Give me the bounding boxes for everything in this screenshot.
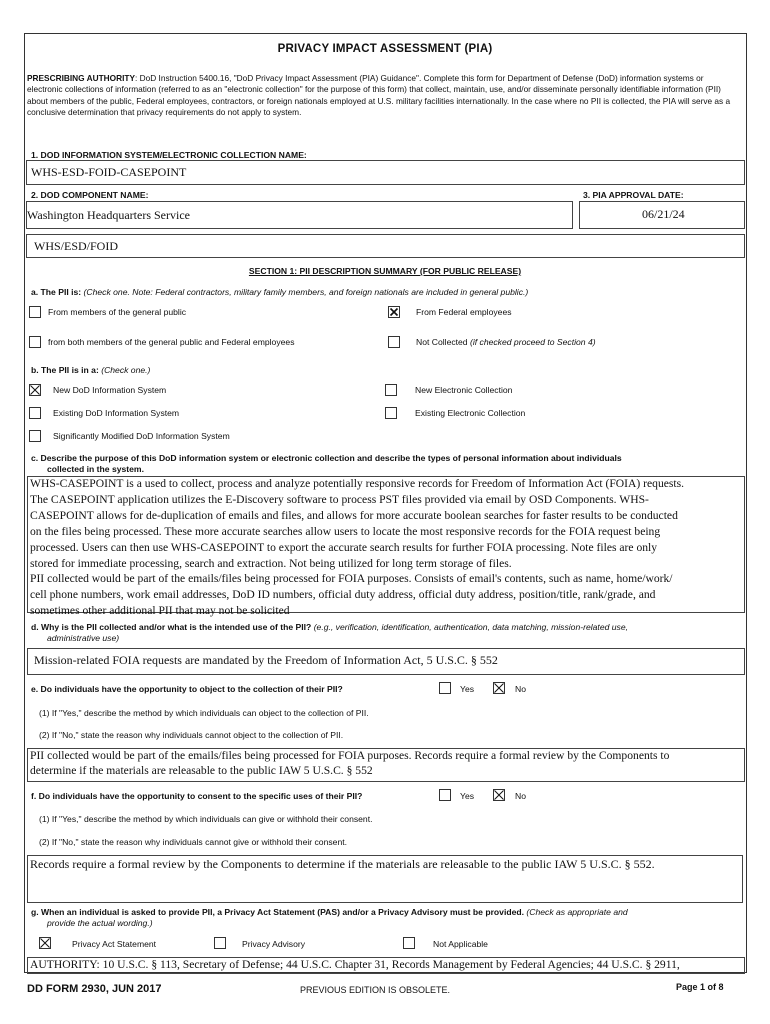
x-mark-icon <box>389 307 399 317</box>
privacy-statement-field[interactable] <box>27 957 745 974</box>
qe-no-label: No <box>515 684 526 694</box>
consent-reason-field[interactable] <box>27 855 743 903</box>
qd-label <box>31 622 628 632</box>
field3-label: 3. PIA APPROVAL DATE: <box>583 190 684 200</box>
checkbox-not-collected[interactable] <box>388 336 400 348</box>
section1-title: SECTION 1: PII DESCRIPTION SUMMARY (FOR PUBLIC RELEASE) <box>248 266 522 276</box>
qf-yes-label: Yes <box>460 791 475 801</box>
checkbox-existing-dod-system[interactable] <box>29 407 41 419</box>
qe-sub2: (2) If "No," state the reason why individuals cannot object to the collection of PII. <box>39 730 344 740</box>
purpose-line: sometimes other additional PII that may not be solicited <box>30 604 290 618</box>
qc-label-line2: collected in the system. <box>47 464 144 474</box>
qg-label <box>31 907 628 917</box>
option-both-label: from both members of the general public and Federal employees <box>48 337 295 347</box>
privacy-statement-value: AUTHORITY: 10 U.S.C. § 113, Secretary of Defense; 44 U.S.C. Chapter 31, Records Management by Federal Agencies; 44 U.S.C. § 2911, <box>30 958 680 971</box>
checkbox-significantly-modified[interactable] <box>29 430 41 442</box>
purpose-line: The CASEPOINT application utilizes the E-Discovery software to process PST files provided via email by OSD Components. WHS- <box>30 492 649 506</box>
qb-label <box>31 365 150 375</box>
not-collected-text: Not Collected <box>416 337 470 347</box>
qg-note-line1: (Check as appropriate and <box>526 907 628 917</box>
checkbox-privacy-advisory[interactable] <box>214 937 226 949</box>
qg-note-line2: provide the actual wording.) <box>47 918 153 928</box>
approval-date-value: 06/21/24 <box>642 207 685 221</box>
edition-notice: PREVIOUS EDITION IS OBSOLETE. <box>300 985 451 995</box>
object-reason-line: PII collected would be part of the emails/files being processed for FOIA purposes. Records require a formal review by the Components to <box>30 749 670 762</box>
object-reason-field[interactable] <box>27 748 745 782</box>
consent-reason-value: Records require a formal review by the Components to determine if the materials are releasable to the public IAW 5 U.S.C. § 552. <box>30 857 655 871</box>
qd-note-line1: (e.g., verification, identification, authentication, data matching, mission-related use, <box>313 622 629 632</box>
purpose-line: WHS-CASEPOINT is a used to collect, process and analyze potentially responsive records for Freedom of Information Act (FOIA) requests. <box>30 477 685 490</box>
qd-note-line2: administrative use) <box>47 633 120 643</box>
qd-label-text: d. Why is the PII collected and/or what is the intended use of the PII? <box>31 622 312 632</box>
component-sub-field[interactable] <box>26 234 745 258</box>
not-collected-note: (if checked proceed to Section 4) <box>469 337 596 347</box>
component-sub-value: WHS/ESD/FOID <box>34 239 119 253</box>
qf-sub1: (1) If "Yes," describe the method by which individuals can give or withhold their consent. <box>39 814 373 824</box>
qb-note: (Check one.) <box>101 365 151 375</box>
prescribing-authority-text <box>27 73 739 118</box>
option-general-public-label: From members of the general public <box>48 307 187 317</box>
option-new-dod-system-label: New DoD Information System <box>53 385 167 395</box>
checkbox-privacy-act-statement[interactable] <box>39 937 51 949</box>
checkbox-existing-electronic-collection[interactable] <box>385 407 397 419</box>
option-new-electronic-collection-label: New Electronic Collection <box>415 385 513 395</box>
not-applicable-label: Not Applicable <box>433 939 488 949</box>
qe-yes-label: Yes <box>460 684 475 694</box>
qa-note: (Check one. Note: Federal contractors, military family members, and foreign nationals are included in general public.) <box>83 287 529 297</box>
prescribing-authority-label: PRESCRIBING AUTHORITY <box>27 73 136 83</box>
x-mark-icon <box>30 385 40 395</box>
qf-no-label: No <box>515 791 526 801</box>
purpose-line: stored for immediate processing, search and extraction. Not being utilized for long term storage of files. <box>30 556 512 570</box>
x-mark-icon <box>40 938 50 948</box>
privacy-advisory-label: Privacy Advisory <box>242 939 306 949</box>
system-name-value: WHS-ESD-FOID-CASEPOINT <box>31 165 187 179</box>
option-federal-employees-label: From Federal employees <box>416 307 512 317</box>
privacy-act-statement-label: Privacy Act Statement <box>72 939 157 949</box>
x-mark-icon <box>494 790 504 800</box>
object-reason-text <box>30 748 746 778</box>
qa-label-text: a. The PII is: <box>31 287 82 297</box>
purpose-line: processed. Users can then use WHS-CASEPOINT to export the accurate search results for further FOIA processing. Note files are only <box>30 540 658 554</box>
checkbox-both[interactable] <box>29 336 41 348</box>
purpose-text-field[interactable] <box>27 476 745 618</box>
field1-label: 1. DOD INFORMATION SYSTEM/ELECTRONIC COLLECTION NAME: <box>31 150 307 160</box>
qf-label: f. Do individuals have the opportunity to consent to the specific uses of their PII? <box>31 791 363 801</box>
purpose-line: CASEPOINT allows for de-duplication of emails and files, and allows for more accurate boolean searches for faster results to be conducted <box>30 508 678 522</box>
qa-label <box>31 287 528 297</box>
component-name-value: Washington Headquarters Service <box>27 208 190 222</box>
form-number: DD FORM 2930, JUN 2017 <box>27 983 162 995</box>
qc-label-line1: c. Describe the purpose of this DoD information system or electronic collection and describe the types of personal information about individuals <box>31 453 622 463</box>
checkbox-federal-employees[interactable] <box>388 306 400 318</box>
component-name-field[interactable] <box>26 201 573 229</box>
checkbox-qf-yes[interactable] <box>439 789 451 801</box>
checkbox-not-applicable[interactable] <box>403 937 415 949</box>
page-number: Page 1 of 8 <box>676 982 724 992</box>
checkbox-general-public[interactable] <box>29 306 41 318</box>
qf-sub2: (2) If "No," state the reason why individuals cannot give or withhold their consent. <box>39 837 347 847</box>
qe-sub1: (1) If "Yes," describe the method by which individuals can object to the collection of PII. <box>39 708 369 718</box>
purpose-text <box>30 476 746 619</box>
purpose-line: PII collected would be part of the emails/files being processed for FOIA purposes. Consists of email's contents, such as name, home/work/ <box>30 572 673 586</box>
intended-use-field[interactable] <box>27 648 745 675</box>
qg-label-text: g. When an individual is asked to provide PII, a Privacy Act Statement (PAS) and/or a Privacy Advisory must be provided. <box>31 907 524 917</box>
purpose-line: cell phone numbers, work email addresses, DoD ID numbers, official duty address, official duty address, position/title, rank/grade, and <box>30 588 656 602</box>
checkbox-qe-no[interactable] <box>493 682 505 694</box>
option-not-collected-label <box>416 337 596 347</box>
option-significantly-modified-label: Significantly Modified DoD Information System <box>53 431 230 441</box>
intended-use-value: Mission-related FOIA requests are mandated by the Freedom of Information Act, 5 U.S.C. § 552 <box>34 653 498 667</box>
qb-label-text: b. The PII is in a: <box>31 365 99 375</box>
x-mark-icon <box>494 683 504 693</box>
system-name-field[interactable] <box>26 160 745 185</box>
qe-label: e. Do individuals have the opportunity to object to the collection of their PII? <box>31 684 343 694</box>
object-reason-line: determine if the materials are releasable to the public IAW 5 U.S.C. § 552 <box>30 764 373 777</box>
form-title: PRIVACY IMPACT ASSESSMENT (PIA) <box>277 43 493 55</box>
checkbox-new-dod-system[interactable] <box>29 384 41 396</box>
checkbox-new-electronic-collection[interactable] <box>385 384 397 396</box>
checkbox-qe-yes[interactable] <box>439 682 451 694</box>
checkbox-qf-no[interactable] <box>493 789 505 801</box>
option-existing-electronic-collection-label: Existing Electronic Collection <box>415 408 526 418</box>
prescribing-authority-body: : DoD Instruction 5400.16, "DoD Privacy Impact Assessment (PIA) Guidance". Complete this form for Department of Defense (DoD) information systems or electronic collections of information (referred to as an "electronic collection" for the purpose of this form) that collect, maintain, use, and/or disseminate personally identifiable information (PII) about members of the public, Federal employees, contractors, or foreign nationals employed at U.S. military facilities internationally. In the case where no PII is collected, the PIA will serve as a conclusive determination that privacy requirements do not apply to system. <box>27 73 731 117</box>
purpose-line: on the files being processed. These more accurate searches allow users to locate the most responsive records for the FOIA request being <box>30 524 661 538</box>
field2-label: 2. DOD COMPONENT NAME: <box>31 190 149 200</box>
option-existing-dod-system-label: Existing DoD Information System <box>53 408 180 418</box>
approval-date-field[interactable] <box>579 201 745 229</box>
